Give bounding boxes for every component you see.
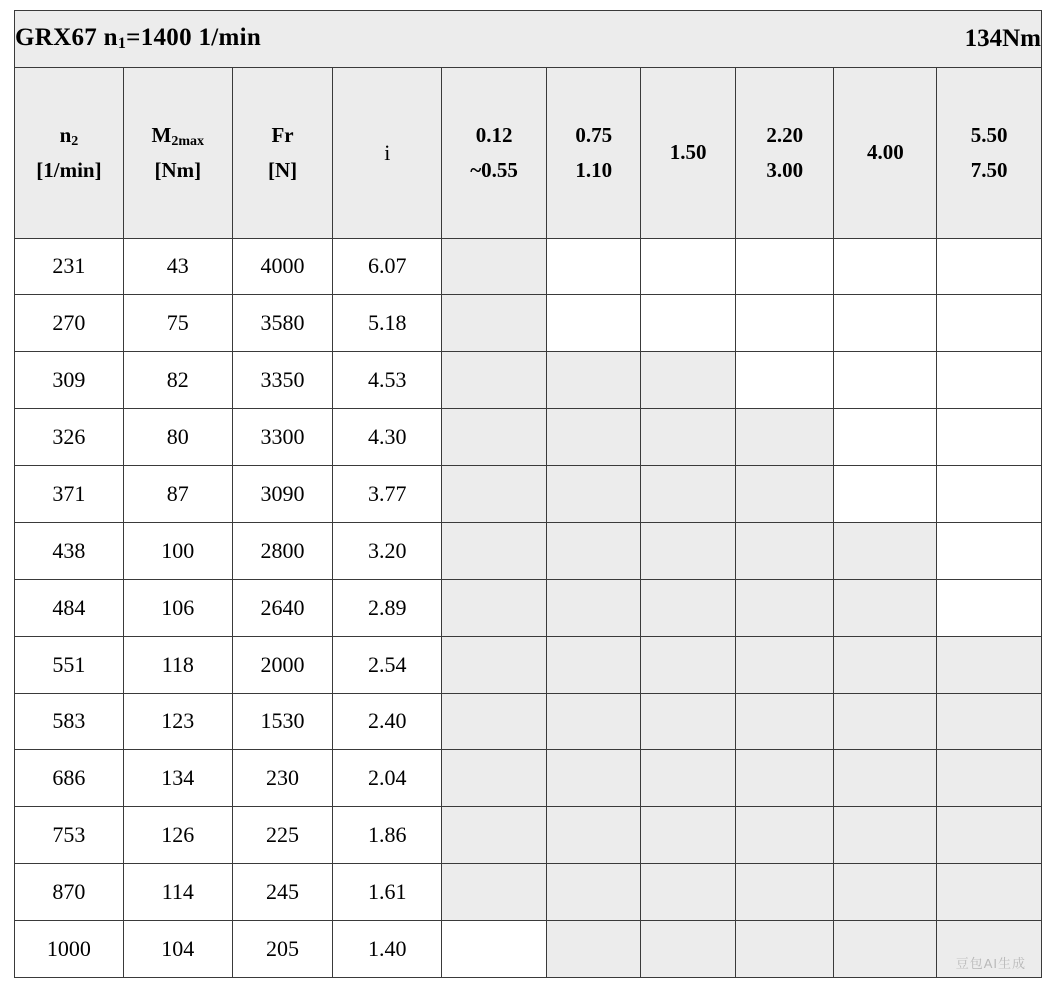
cell-power-availability-6 (937, 466, 1042, 523)
cell-power-availability-4 (735, 807, 834, 864)
cell-ratio: 3.77 (333, 466, 442, 523)
cell-power-availability-2 (546, 693, 640, 750)
cell-output-speed: 753 (15, 807, 124, 864)
cell-max-torque: 75 (123, 295, 232, 352)
cell-power-availability-4 (735, 636, 834, 693)
header-fr-symbol: Fr (271, 123, 294, 148)
table-row (15, 295, 1042, 352)
cell-power-availability-6 (937, 750, 1042, 807)
cell-ratio: 2.89 (333, 579, 442, 636)
cell-power-availability-5 (834, 352, 937, 409)
cell-ratio: 4.30 (333, 409, 442, 466)
header-m2max-subscript: 2max (171, 133, 205, 149)
cell-ratio: 2.04 (333, 750, 442, 807)
header-max-output-torque (123, 67, 232, 238)
cell-radial-force: 3300 (232, 409, 333, 466)
header-output-speed (15, 67, 124, 238)
cell-output-speed: 551 (15, 636, 124, 693)
cell-power-availability-2 (546, 238, 640, 295)
cell-output-speed: 484 (15, 579, 124, 636)
cell-power-availability-5 (834, 807, 937, 864)
cell-radial-force: 205 (232, 921, 333, 978)
cell-power-availability-4 (735, 466, 834, 523)
header-fr-unit: [N] (267, 157, 298, 182)
cell-max-torque: 114 (123, 864, 232, 921)
model-name: GRX67 (15, 24, 98, 52)
cell-radial-force: 2800 (232, 522, 333, 579)
cell-power-availability-2 (546, 921, 640, 978)
cell-power-availability-3 (641, 295, 735, 352)
cell-power-availability-3 (641, 352, 735, 409)
cell-power-availability-5 (834, 466, 937, 523)
header-radial-force (232, 67, 333, 238)
cell-output-speed: 1000 (15, 921, 124, 978)
cell-power-availability-6 (937, 807, 1042, 864)
cell-radial-force: 225 (232, 807, 333, 864)
cell-power-availability-4 (735, 864, 834, 921)
title-row (15, 11, 1042, 68)
spec-table-sheet (14, 10, 1042, 978)
cell-power-availability-2 (546, 352, 640, 409)
cell-power-availability-3 (641, 750, 735, 807)
cell-power-availability-5 (834, 409, 937, 466)
cell-ratio: 2.54 (333, 636, 442, 693)
header-power-col3-line1: 1.50 (669, 140, 707, 165)
cell-power-availability-4 (735, 295, 834, 352)
cell-power-availability-3 (641, 522, 735, 579)
model-and-speed-label (15, 24, 261, 53)
cell-power-availability-3 (641, 238, 735, 295)
table-row (15, 409, 1042, 466)
cell-power-availability-1 (442, 864, 547, 921)
cell-power-availability-1 (442, 295, 547, 352)
cell-power-availability-4 (735, 921, 834, 978)
cell-power-availability-2 (546, 295, 640, 352)
cell-power-availability-4 (735, 409, 834, 466)
cell-power-availability-3 (641, 864, 735, 921)
header-power-0.12-0.55 (442, 67, 547, 238)
table-row (15, 579, 1042, 636)
cell-power-availability-5 (834, 522, 937, 579)
cell-max-torque: 118 (123, 636, 232, 693)
cell-radial-force: 3090 (232, 466, 333, 523)
table-row (15, 921, 1042, 978)
cell-max-torque: 104 (123, 921, 232, 978)
cell-output-speed: 870 (15, 864, 124, 921)
cell-power-availability-6 (937, 864, 1042, 921)
cell-power-availability-6 (937, 295, 1042, 352)
header-power-col6-line1: 5.50 (970, 123, 1008, 148)
cell-power-availability-2 (546, 466, 640, 523)
header-power-col4-line1: 2.20 (766, 123, 804, 148)
cell-power-availability-5 (834, 693, 937, 750)
header-power-col4-line2: 3.00 (766, 157, 804, 182)
cell-radial-force: 2000 (232, 636, 333, 693)
cell-ratio: 2.40 (333, 693, 442, 750)
header-ratio: i (333, 67, 442, 238)
header-n2-subscript: 2 (71, 133, 79, 149)
cell-output-speed: 326 (15, 409, 124, 466)
header-power-col6-line2: 7.50 (970, 157, 1008, 182)
gearbox-spec-table (14, 10, 1042, 978)
watermark: 豆包AI生成 (955, 956, 1026, 971)
header-power-2.20-3.00 (735, 67, 834, 238)
cell-max-torque: 123 (123, 693, 232, 750)
table-row (15, 466, 1042, 523)
cell-power-availability-6 (937, 693, 1042, 750)
cell-output-speed: 438 (15, 522, 124, 579)
table-row (15, 750, 1042, 807)
cell-power-availability-2 (546, 807, 640, 864)
input-speed-subscript: 1 (117, 35, 127, 53)
cell-max-torque: 100 (123, 522, 232, 579)
cell-power-availability-1 (442, 921, 547, 978)
cell-power-availability-3 (641, 921, 735, 978)
table-row (15, 693, 1042, 750)
cell-output-speed: 231 (15, 238, 124, 295)
cell-power-availability-1 (442, 238, 547, 295)
cell-max-torque: 82 (123, 352, 232, 409)
header-n2-unit: [1/min] (36, 157, 102, 182)
cell-ratio: 1.61 (333, 864, 442, 921)
cell-power-availability-6 (937, 409, 1042, 466)
table-row (15, 352, 1042, 409)
cell-power-availability-2 (546, 579, 640, 636)
header-n2-symbol: n (59, 122, 72, 147)
cell-power-availability-2 (546, 864, 640, 921)
header-power-col5-line1: 4.00 (866, 140, 904, 165)
cell-power-availability-3 (641, 693, 735, 750)
cell-power-availability-5 (834, 864, 937, 921)
cell-power-availability-1 (442, 579, 547, 636)
cell-power-availability-1 (442, 522, 547, 579)
cell-ratio: 6.07 (333, 238, 442, 295)
cell-power-availability-2 (546, 409, 640, 466)
cell-power-availability-5 (834, 636, 937, 693)
cell-max-torque: 43 (123, 238, 232, 295)
cell-power-availability-3 (641, 409, 735, 466)
cell-max-torque: 134 (123, 750, 232, 807)
cell-max-torque: 80 (123, 409, 232, 466)
cell-power-availability-2 (546, 522, 640, 579)
cell-power-availability-4 (735, 693, 834, 750)
cell-max-torque: 126 (123, 807, 232, 864)
cell-output-speed: 309 (15, 352, 124, 409)
cell-max-torque: 87 (123, 466, 232, 523)
header-power-1.50 (641, 67, 735, 238)
table-row (15, 522, 1042, 579)
cell-power-availability-5 (834, 238, 937, 295)
cell-radial-force: 1530 (232, 693, 333, 750)
cell-power-availability-1 (442, 807, 547, 864)
table-title-cell (15, 11, 1042, 68)
header-m2max-symbol: M (151, 122, 172, 147)
cell-power-availability-1 (442, 409, 547, 466)
cell-power-availability-3 (641, 466, 735, 523)
cell-power-availability-1 (442, 693, 547, 750)
cell-ratio: 3.20 (333, 522, 442, 579)
cell-max-torque: 106 (123, 579, 232, 636)
cell-power-availability-4 (735, 750, 834, 807)
header-power-col1-line1: 0.12 (475, 123, 513, 148)
cell-power-availability-2 (546, 750, 640, 807)
cell-power-availability-1 (442, 636, 547, 693)
max-torque-label: 134Nm (964, 24, 1041, 52)
cell-radial-force: 3350 (232, 352, 333, 409)
cell-power-availability-1 (442, 466, 547, 523)
cell-power-availability-4 (735, 238, 834, 295)
cell-radial-force: 3580 (232, 295, 333, 352)
cell-power-availability-4 (735, 579, 834, 636)
cell-radial-force: 230 (232, 750, 333, 807)
cell-output-speed: 583 (15, 693, 124, 750)
header-row (15, 67, 1042, 238)
cell-power-availability-6 (937, 636, 1042, 693)
cell-power-availability-6 (937, 238, 1042, 295)
header-power-4.00 (834, 67, 937, 238)
cell-power-availability-5 (834, 750, 937, 807)
cell-ratio: 1.86 (333, 807, 442, 864)
cell-output-speed: 371 (15, 466, 124, 523)
header-m2max-unit: [Nm] (154, 157, 202, 182)
header-power-col2-line1: 0.75 (575, 123, 613, 148)
header-power-0.75-1.10 (546, 67, 640, 238)
input-speed-value: =1400 1/min (126, 24, 262, 52)
cell-ratio: 5.18 (333, 295, 442, 352)
cell-output-speed: 270 (15, 295, 124, 352)
input-speed-symbol: n (103, 24, 118, 52)
cell-power-availability-4 (735, 522, 834, 579)
table-row (15, 636, 1042, 693)
cell-radial-force: 4000 (232, 238, 333, 295)
table-row (15, 807, 1042, 864)
cell-power-availability-1 (442, 750, 547, 807)
cell-power-availability-5 (834, 579, 937, 636)
table-row (15, 238, 1042, 295)
cell-power-availability-6 (937, 579, 1042, 636)
header-power-5.50-7.50 (937, 67, 1042, 238)
cell-power-availability-6 (937, 352, 1042, 409)
cell-radial-force: 245 (232, 864, 333, 921)
header-power-col1-line2: ~0.55 (470, 157, 518, 182)
cell-power-availability-1 (442, 352, 547, 409)
cell-power-availability-5 (834, 921, 937, 978)
cell-power-availability-2 (546, 636, 640, 693)
cell-power-availability-6 (937, 522, 1042, 579)
cell-output-speed: 686 (15, 750, 124, 807)
cell-ratio: 1.40 (333, 921, 442, 978)
header-power-col2-line2: 1.10 (575, 157, 613, 182)
cell-power-availability-5 (834, 295, 937, 352)
cell-power-availability-3 (641, 579, 735, 636)
cell-ratio: 4.53 (333, 352, 442, 409)
cell-power-availability-3 (641, 807, 735, 864)
table-row (15, 864, 1042, 921)
cell-power-availability-3 (641, 636, 735, 693)
cell-power-availability-4 (735, 352, 834, 409)
cell-radial-force: 2640 (232, 579, 333, 636)
